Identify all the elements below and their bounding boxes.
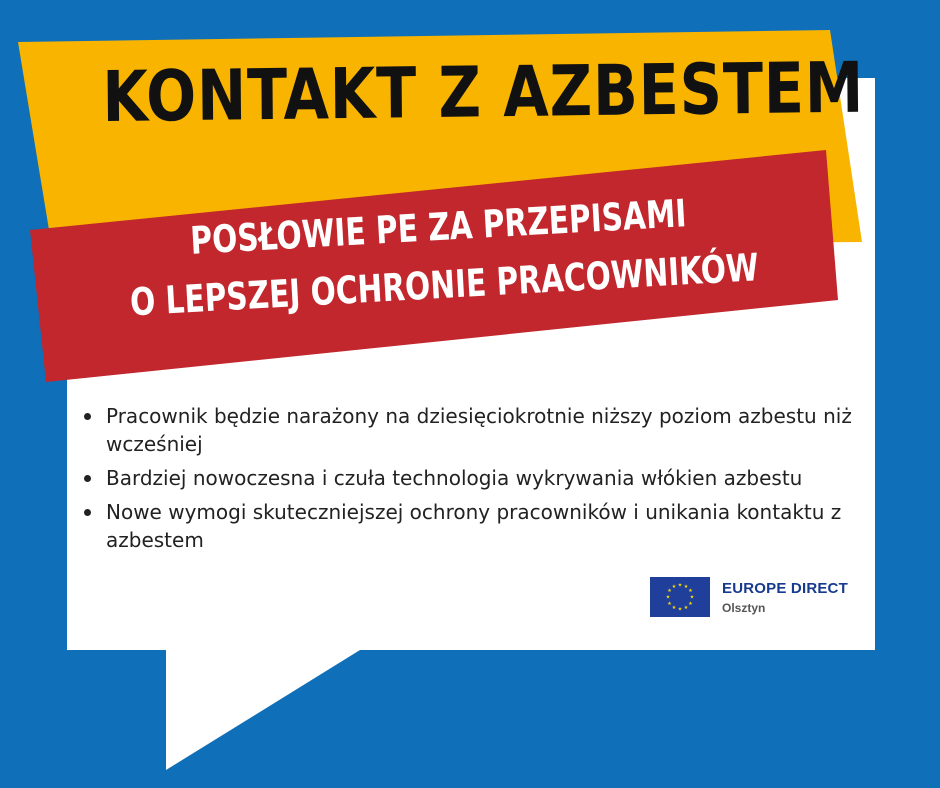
bullet-icon bbox=[84, 475, 91, 482]
facts-list bbox=[78, 402, 906, 560]
svg-text:★: ★ bbox=[671, 605, 677, 611]
svg-text:★: ★ bbox=[683, 605, 689, 611]
eu-flag-icon bbox=[650, 577, 710, 617]
svg-text:★: ★ bbox=[677, 582, 683, 589]
svg-text:★: ★ bbox=[667, 588, 672, 594]
list-item-text: Bardziej nowoczesna i czuła technologia wykrywania włókien azbestu bbox=[106, 466, 803, 490]
list-item-text: Pracownik będzie narażony na dziesięciokrotnie niższy poziom azbestu niż wcześniej bbox=[106, 404, 852, 456]
bullet-icon bbox=[84, 509, 91, 516]
page-title: KONTAKT Z AZBESTEM bbox=[102, 46, 865, 139]
bullet-icon bbox=[84, 413, 91, 420]
svg-text:★: ★ bbox=[689, 594, 695, 601]
list-item-text: Nowe wymogi skuteczniejszej ochrony pracowników i unikania kontaktu z azbestem bbox=[106, 500, 842, 552]
subtitle-line-1: POSŁOWIE PE ZA PRZEPISAMI bbox=[189, 191, 688, 263]
svg-text:★: ★ bbox=[665, 594, 671, 601]
logo-title: EUROPE DIRECT bbox=[722, 579, 848, 597]
list-item bbox=[106, 498, 906, 554]
svg-text:★: ★ bbox=[688, 601, 693, 607]
svg-text:★: ★ bbox=[683, 584, 689, 590]
subtitle-line-2: O LEPSZEJ OCHRONIE PRACOWNIKÓW bbox=[128, 245, 760, 325]
svg-text:★: ★ bbox=[677, 606, 683, 613]
list-item bbox=[106, 402, 906, 458]
svg-text:★: ★ bbox=[667, 601, 672, 607]
svg-text:★: ★ bbox=[688, 588, 693, 594]
logo-subtitle: Olsztyn bbox=[722, 600, 766, 615]
list-item bbox=[106, 464, 906, 492]
europe-direct-logo bbox=[650, 577, 848, 617]
svg-text:★: ★ bbox=[671, 584, 677, 590]
